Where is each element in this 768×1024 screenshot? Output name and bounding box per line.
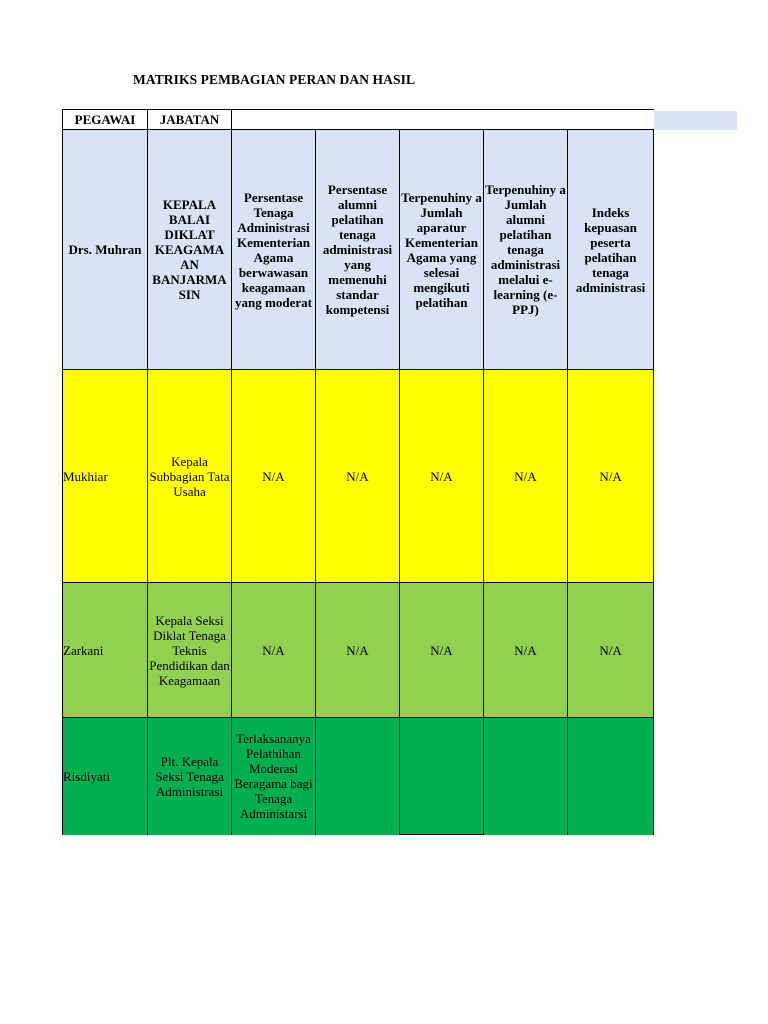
cell-value: N/A	[484, 370, 568, 583]
table-row-lead	[63, 130, 654, 370]
cell-value: N/A	[316, 583, 400, 718]
cell-value: N/A	[568, 370, 654, 583]
cell-value	[568, 718, 654, 835]
table-row	[63, 583, 654, 718]
cell-indicator-3: Terpenuhiny a Jumlah aparatur Kementerian Agama yang selesai mengikuti pelatihan	[400, 130, 484, 370]
cell-value: N/A	[400, 370, 484, 583]
cell-value: N/A	[232, 583, 316, 718]
document-title: MATRIKS PEMBAGIAN PERAN DAN HASIL	[133, 72, 416, 87]
cell-jabatan: Kepala Subbagian Tata Usaha	[148, 370, 232, 583]
cell-value: Terlaksananya Pelathihan Moderasi Beragama bagi Tenaga Administarsi	[232, 718, 316, 835]
cell-indicator-1: Persentase Tenaga Administrasi Kementerian Agama berwawasan keagamaan yang moderat	[232, 130, 316, 370]
cell-value	[400, 718, 484, 835]
table-row	[63, 370, 654, 583]
table-row	[63, 718, 654, 835]
cell-value: N/A	[568, 583, 654, 718]
header-row	[63, 110, 654, 130]
cell-pegawai: Risdiyati	[63, 718, 148, 835]
cell-jabatan: Plt. Kepala Seksi Tenaga Administrasi	[148, 718, 232, 835]
cell-jabatan: Kepala Seksi Diklat Tenaga Teknis Pendidikan dan Keagamaan	[148, 583, 232, 718]
header-band-extension	[652, 111, 737, 130]
cell-value: N/A	[400, 583, 484, 718]
header-jabatan: JABATAN	[148, 110, 232, 130]
cell-value	[316, 718, 400, 835]
header-blank	[232, 110, 654, 130]
role-matrix-table	[62, 109, 654, 835]
cell-value: N/A	[316, 370, 400, 583]
header-pegawai: PEGAWAI	[63, 110, 148, 130]
cell-pegawai: Drs. Muhran	[63, 130, 148, 370]
cell-pegawai: Zarkani	[63, 583, 148, 718]
cell-value: N/A	[484, 583, 568, 718]
cell-indicator-4: Terpenuhiny a Jumlah alumni pelatihan tenaga administrasi melalui e-learning (e-PPJ)	[484, 130, 568, 370]
cell-value	[484, 718, 568, 835]
cell-indicator-5: Indeks kepuasan peserta pelatihan tenaga administrasi	[568, 130, 654, 370]
cell-indicator-2: Persentase alumni pelatihan tenaga administrasi yang memenuhi standar kompetensi	[316, 130, 400, 370]
cell-value: N/A	[232, 370, 316, 583]
cell-jabatan: KEPALA BALAI DIKLAT KEAGAMA AN BANJARMA SIN	[148, 130, 232, 370]
cell-pegawai: Mukhiar	[63, 370, 148, 583]
